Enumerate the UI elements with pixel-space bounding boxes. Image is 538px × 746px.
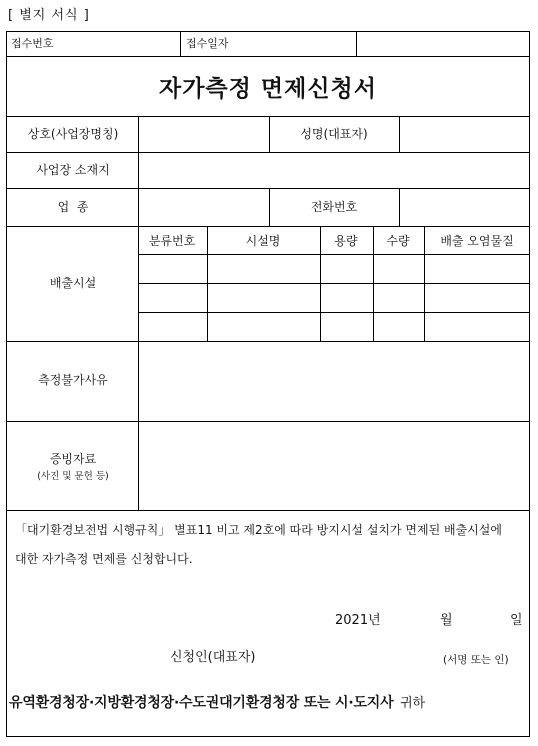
divider <box>180 32 181 56</box>
divider <box>7 152 529 153</box>
column-facility-name: 시설명 <box>245 234 281 248</box>
phone-label: 전화번호 <box>310 200 358 214</box>
evidence-label: 증빙자료 <box>49 452 97 466</box>
divider <box>7 421 529 422</box>
column-classification-no: 분류번호 <box>148 234 196 248</box>
divider <box>7 116 529 117</box>
address-label: 사업장 소재지 <box>36 163 110 177</box>
emission-facility-label: 배출시설 <box>49 276 97 290</box>
divider <box>7 56 529 57</box>
divider <box>399 188 400 226</box>
divider <box>399 116 400 152</box>
reason-label: 측정불가사유 <box>38 373 108 387</box>
divider <box>269 188 270 226</box>
divider <box>7 226 529 227</box>
column-pollutants: 배출 오염물질 <box>440 234 514 248</box>
divider <box>356 32 357 56</box>
divider <box>7 510 529 511</box>
column-capacity: 용량 <box>334 234 358 248</box>
business-name-label: 상호(사업장명칭) <box>27 127 119 141</box>
divider <box>138 254 529 255</box>
representative-label: 성명(대표자) <box>300 127 368 141</box>
label-column-divider <box>138 116 139 510</box>
column-quantity: 수량 <box>386 234 410 248</box>
divider <box>269 116 270 152</box>
divider <box>138 283 529 284</box>
applicant-label: 신청인(대표자) <box>170 650 256 665</box>
form-caption: [ 별지 서식 ] <box>8 8 90 23</box>
addressee <box>9 692 425 712</box>
declaration-text: 「대기환경보전법 시행규칙」 별표11 비고 제2호에 따라 방지시설 설치가 면제된 배출시설에 대한 자가측정 면제를 신청합니다. <box>15 523 502 566</box>
receipt-number-label: 접수번호 <box>11 37 54 50</box>
divider <box>138 312 529 313</box>
date-year: 2021년 <box>335 613 381 628</box>
addressee-honorific: 귀하 <box>400 696 425 711</box>
date-month: 월 <box>440 613 453 628</box>
divider <box>7 188 529 189</box>
business-type-label: 업 종 <box>57 200 89 214</box>
form-title: 자가측정 면제신청서 <box>159 76 377 102</box>
signature-note: (서명 또는 인) <box>443 654 509 666</box>
receipt-date-label: 접수일자 <box>186 37 229 50</box>
application-form <box>6 31 530 737</box>
evidence-sublabel: (사진 및 문헌 등) <box>37 471 109 482</box>
date-day: 일 <box>510 613 523 628</box>
addressee-name: 유역환경청장·지방환경청장·수도권대기환경청장 또는 시·도지사 <box>9 695 394 711</box>
divider <box>7 341 529 342</box>
